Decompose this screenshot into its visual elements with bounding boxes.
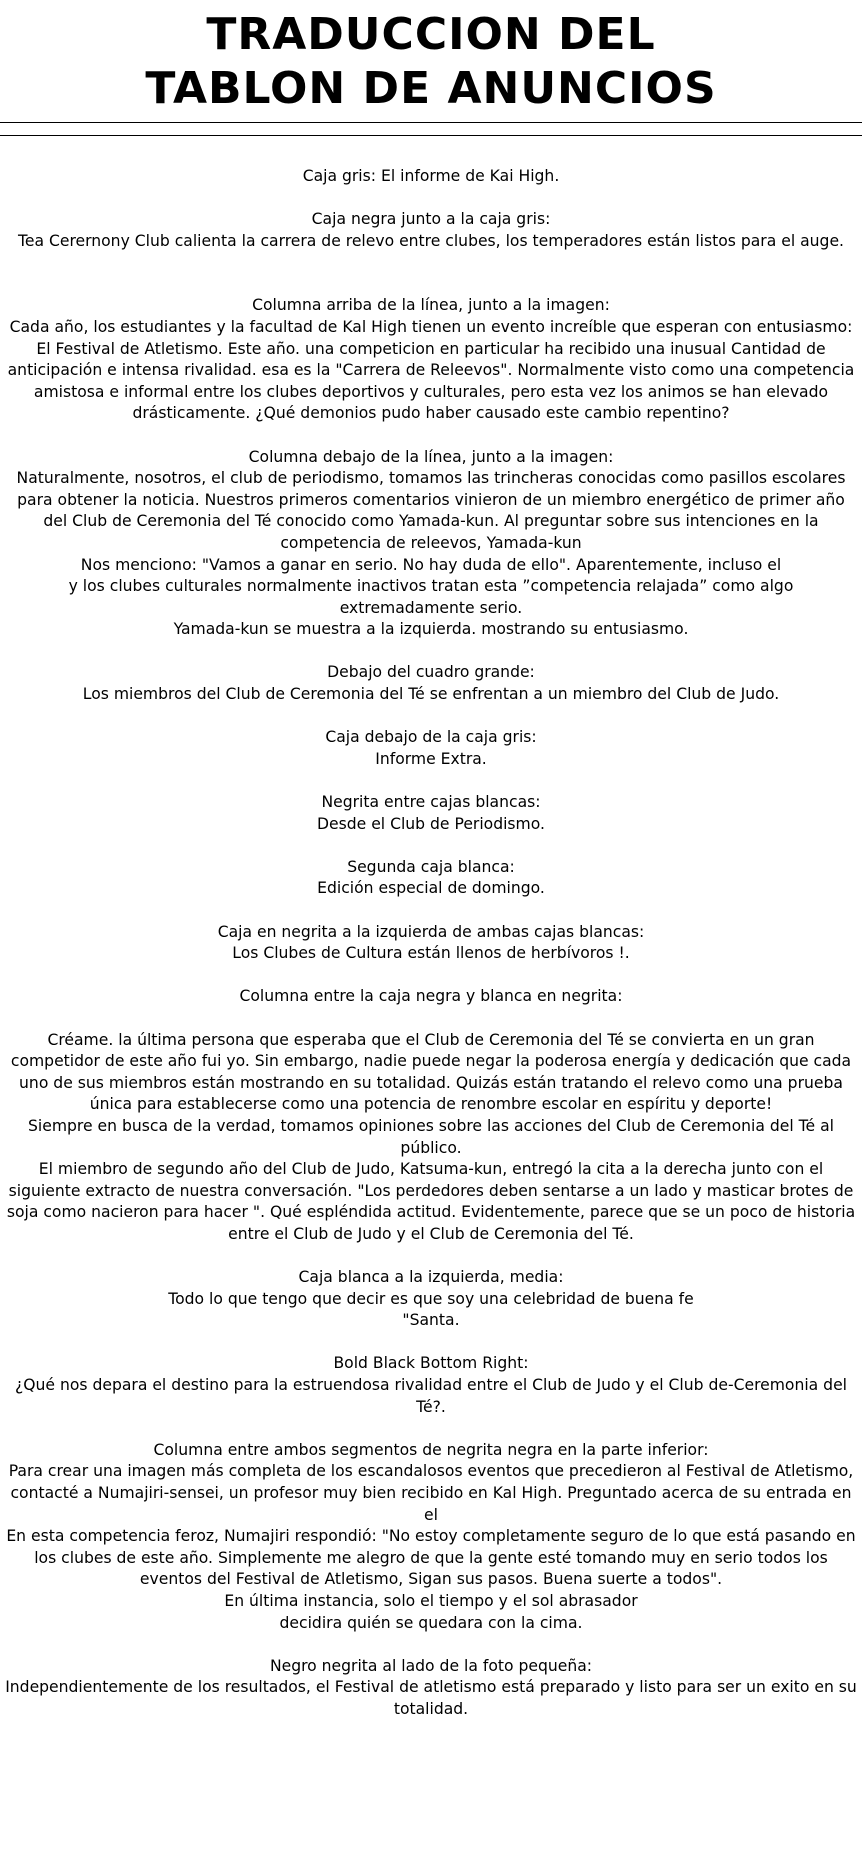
section-line: Naturalmente, nosotros, el club de periodismo, tomamos las trincheras conocidas como pasillos escolares para obtener la noticia. Nuestros primeros comentarios vinieron de un miembro energético de primer año del Club de Ceremonia del Té conocido como Yamada-kun. Al preguntar sobre sus intenciones en la competencia de releevos, Yamada-kun: [16, 469, 846, 552]
section-line: Tea Cerernony Club calienta la carrera de relevo entre clubes, los temperadores están listos para el auge.: [18, 231, 844, 250]
section-line: En última instancia, solo el tiempo y el sol abrasador: [224, 1592, 638, 1610]
section-line: Cada año, los estudiantes y la facultad de Kal High tienen un evento increíble que esperan con entusiasmo: El Festival de Atletismo. Este año. una competicion en particular ha recibido una inusual Cantidad de anticipación e intensa rivalidad. esa es la "Carrera de Releevos". Normalmente visto como una competencia amistosa e informal entre los clubes deportivos y culturales, pero esta vez los animos se han elevado drásticamente. ¿Qué demonios pudo haber causado este cambio repentino?: [7, 317, 855, 423]
section-heading: Caja en negrita a la izquierda de ambas cajas blancas:: [217, 922, 645, 941]
section-heading: Caja debajo de la caja gris:: [325, 728, 537, 747]
section-line: Todo lo que tengo que decir es que soy una celebridad de buena fe: [168, 1289, 694, 1308]
section-line: Caja gris: El informe de Kai High.: [302, 167, 560, 185]
section-heading: Columna debajo de la línea, junto a la imagen:: [248, 447, 614, 466]
section-line: contacté a Numajiri-sensei, un profesor muy bien recibido en Kal High. Preguntado acerca de su entrada en el: [10, 1484, 852, 1524]
section-heading: Caja negra junto a la caja gris:: [311, 210, 551, 229]
section-heading: Negrita entre cajas blancas:: [321, 793, 541, 812]
section-second-white-box: [4, 857, 858, 900]
section-bold-between-white: [4, 792, 858, 835]
section-line: "Santa.: [402, 1311, 460, 1330]
page-title-line-2: TABLON DE ANUNCIOS: [145, 63, 717, 114]
page-title-line-1: TRADUCCION DEL: [206, 9, 656, 60]
title-divider-top: [0, 122, 862, 123]
section-line: Informe Extra.: [375, 749, 487, 768]
section-heading: Negro negrita al lado de la foto pequeña:: [269, 1656, 593, 1675]
section-black-box: [4, 209, 858, 252]
section-line: decidira quién se quedara con la cima.: [279, 1613, 583, 1632]
section-line: Desde el Club de Periodismo.: [317, 814, 545, 833]
section-column-above-line: [4, 295, 858, 425]
section-heading: Caja blanca a la izquierda, media:: [298, 1268, 564, 1287]
section-line: Créame. la última persona que esperaba que el Club de Ceremonia del Té se convierta en un gran competidor de este año fui yo. Sin embargo, nadie puede negar la poderosa energía y dedicación que cada uno de sus miembros están mostrando en su totalidad. Quizás están tratando el relevo como una prueba única para establecerse como una potencia de renombre escolar en espíritu y deporte!: [10, 1030, 852, 1114]
section-column-heading: [4, 986, 858, 1008]
section-heading: Segunda caja blanca:: [347, 857, 515, 876]
section-line: y los clubes culturales normalmente inactivos tratan esta ”competencia relajada” como algo extremadamente serio.: [68, 577, 794, 617]
section-white-box-left: [4, 1267, 858, 1332]
section-heading: Columna entre ambos segmentos de negrita negra en la parte inferior:: [153, 1440, 709, 1459]
section-heading: Bold Black Bottom Right:: [333, 1354, 529, 1373]
section-heading: Columna entre la caja negra y blanca en negrita:: [239, 987, 623, 1006]
page-title: [0, 8, 862, 116]
section-column-below-line: [4, 447, 858, 641]
section-line: Independientemente de los resultados, el Festival de atletismo está preparado y listo para ser un exito en su totalidad.: [5, 1678, 857, 1718]
section-gray-box: [4, 166, 858, 188]
section-line: Los miembros del Club de Ceremonia del Té se enfrentan a un miembro del Club de Judo.: [82, 685, 780, 704]
section-bold-bottom-right: [4, 1353, 858, 1418]
section-bold-left-box: [4, 922, 858, 965]
section-line: Los Clubes de Cultura están llenos de herbívoros !.: [232, 944, 630, 963]
section-line: El miembro de segundo año del Club de Judo, Katsuma-kun, entregó la cita a la derecha junto con el siguiente extracto de nuestra conversación. "Los perdedores deben sentarse a un lado y masticar brotes de soja como nacieron para hacer ". Qué espléndida actitud. Evidentemente, parece que se un poco de historia entre el Club de Judo y el Club de Ceremonia del Té.: [6, 1160, 856, 1243]
section-box-below-gray: [4, 727, 858, 770]
section-heading: Columna arriba de la línea, junto a la imagen:: [252, 296, 610, 315]
section-line: En esta competencia feroz, Numajiri respondió: "No estoy completamente seguro de lo que está pasando en los clubes de este año. Simplemente me alegro de que la gente esté tomando muy en serio todos los eventos del Festival de Atletismo, Sigan sus pasos. Buena suerte a todos".: [6, 1527, 856, 1589]
section-heading: Debajo del cuadro grande:: [327, 663, 535, 682]
section-below-large-box: [4, 662, 858, 705]
section-column-body: [4, 1030, 858, 1246]
section-small-photo: [4, 1656, 858, 1721]
section-column-bottom: [4, 1440, 858, 1634]
section-line: Para crear una imagen más completa de los escandalosos eventos que precedieron al Festival de Atletismo,: [8, 1462, 854, 1481]
section-line: ¿Qué nos depara el destino para la estruendosa rivalidad entre el Club de Judo y el Club de-Ceremonia del Té?.: [14, 1376, 848, 1416]
section-line: Siempre en busca de la verdad, tomamos opiniones sobre las acciones del Club de Ceremonia del Té al público.: [28, 1116, 834, 1157]
section-line: Edición especial de domingo.: [317, 879, 545, 898]
translation-body: [4, 166, 858, 1742]
section-line: Yamada-kun se muestra a la izquierda. mostrando su entusiasmo.: [173, 620, 689, 639]
section-line: Nos menciono: "Vamos a ganar en serio. No hay duda de ello". Aparentemente, incluso el: [80, 555, 782, 574]
title-divider-bottom: [0, 135, 862, 136]
